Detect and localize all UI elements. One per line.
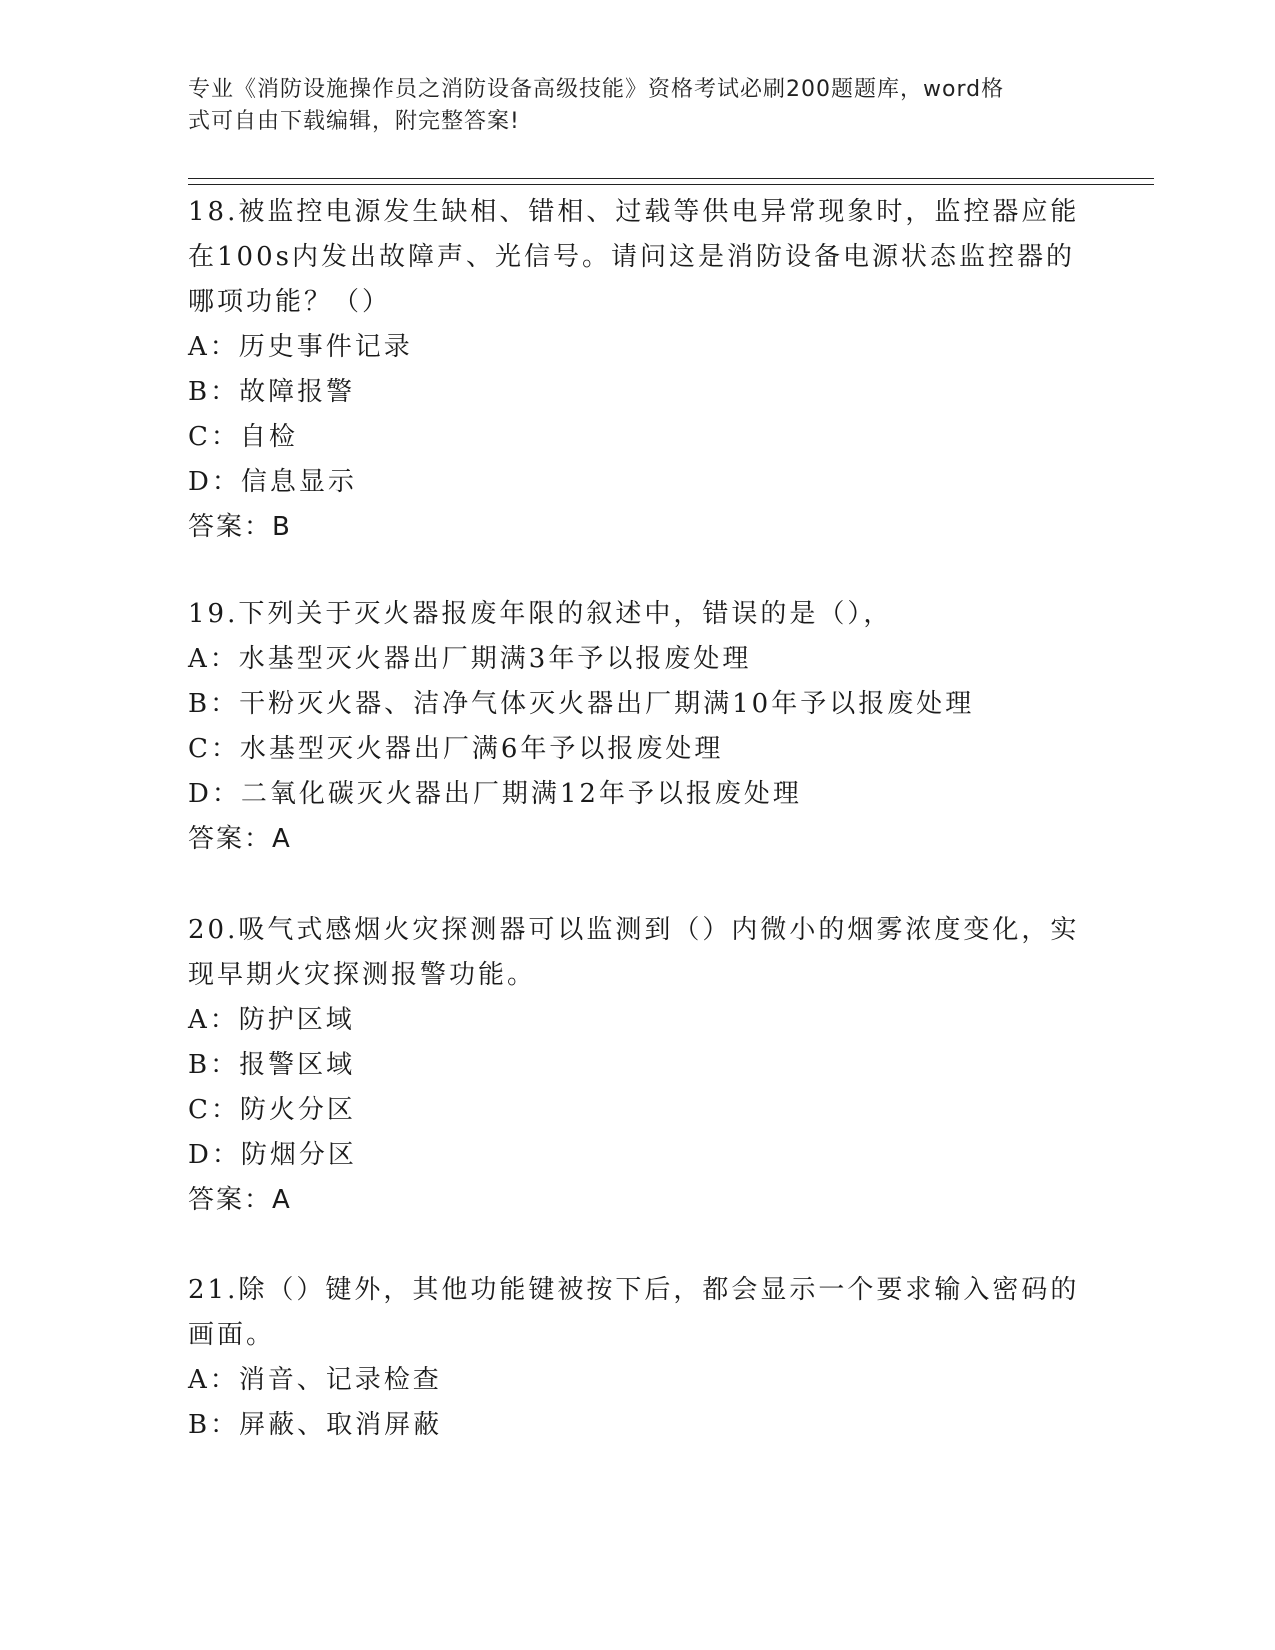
option-c: C：自检 bbox=[188, 422, 298, 452]
document-header bbox=[188, 74, 1088, 138]
question-stem: 20.吸气式感烟火灾探测器可以监测到（）内微小的烟雾浓度变化，实现早期火灾探测报警功能。 bbox=[188, 915, 1080, 990]
option-b: B：屏蔽、取消屏蔽 bbox=[188, 1410, 443, 1440]
option-b: B：报警区域 bbox=[188, 1050, 356, 1080]
option-b: B：干粉灭火器、洁净气体灭火器出厂期满10年予以报废处理 bbox=[188, 689, 975, 719]
question-stem: 21.除（）键外，其他功能键被按下后，都会显示一个要求输入密码的画面。 bbox=[188, 1275, 1080, 1350]
question-18 bbox=[188, 190, 1088, 550]
answer-label: 答案：A bbox=[188, 824, 292, 854]
option-a: A：水基型灭火器出厂期满3年予以报废处理 bbox=[188, 644, 752, 674]
option-a: A：防护区域 bbox=[188, 1005, 355, 1035]
question-stem: 19.下列关于灭火器报废年限的叙述中，错误的是（）， bbox=[188, 599, 893, 629]
header-divider-bottom bbox=[188, 184, 1154, 185]
question-20 bbox=[188, 908, 1088, 1223]
option-a: A：消音、记录检查 bbox=[188, 1365, 442, 1395]
answer-label: 答案：B bbox=[188, 512, 292, 542]
question-stem: 18.被监控电源发生缺相、错相、过载等供电异常现象时，监控器应能在100s内发出故障声、光信号。请问这是消防设备电源状态监控器的哪项功能？（） bbox=[188, 197, 1080, 317]
option-c: C：水基型灭火器出厂满6年予以报废处理 bbox=[188, 734, 724, 764]
question-19 bbox=[188, 592, 1088, 862]
option-d: D：防烟分区 bbox=[188, 1140, 357, 1170]
option-d: D：二氧化碳灭火器出厂期满12年予以报废处理 bbox=[188, 779, 802, 809]
option-d: D：信息显示 bbox=[188, 467, 357, 497]
option-c: C：防火分区 bbox=[188, 1095, 356, 1125]
option-a: A：历史事件记录 bbox=[188, 332, 413, 362]
header-line-1: 专业《消防设施操作员之消防设备高级技能》资格考试必刷200题题库，word格 bbox=[188, 77, 1005, 102]
header-line-2: 式可自由下载编辑，附完整答案! bbox=[188, 109, 520, 134]
answer-label: 答案：A bbox=[188, 1185, 292, 1215]
option-b: B：故障报警 bbox=[188, 377, 356, 407]
header-divider-top bbox=[188, 178, 1154, 179]
question-21 bbox=[188, 1268, 1088, 1448]
